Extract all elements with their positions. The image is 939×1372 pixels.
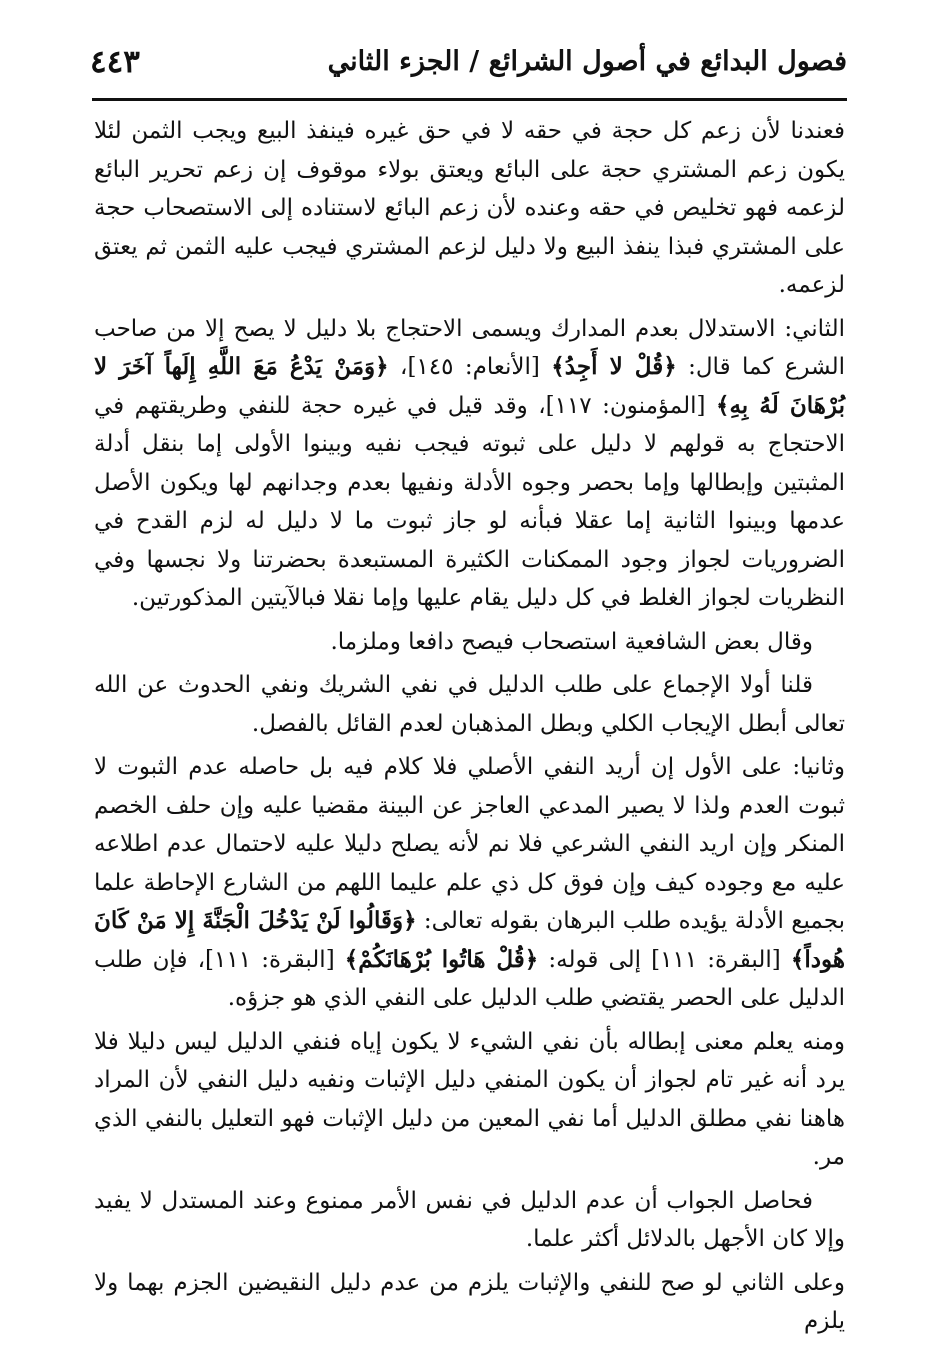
paragraph [94, 112, 845, 305]
text-run: وقال بعض الشافعية استصحاب فيصح دافعا وملزما. [330, 628, 813, 655]
text-run: [المؤمنون: ١١٧]، وقد قيل في غيره حجة للنفي وطريقتهم في الاحتجاج به قولهم لا دليل على ثبوته فيجب نفيه وبينوا الأولى إما بنقل أدلة المثبتين وإبطالها وإما بحصر وجوه الأدلة ونفيها بعدم وجدانهم لها ويكون الأصل عدمها وبينوا الثانية إما عقلا فبأنه لو جاز ثبوت ما لا دليل له لزم القدح في الضروريات لجواز وجود الممكنات الكثيرة المستبعدة بحضرتنا ولا نجسها وفي النظريات لجواز الغلط في كل دليل يقام عليها وإما نقلا فبالآيتين المذكورتين. [94, 392, 845, 611]
text-run: [البقرة: ١١١] إلى قوله: [538, 946, 791, 973]
quran-quote: ﴿قُلْ لا أَجِدُ﴾ [551, 353, 677, 380]
text-run: الثاني: الاستدلال بعدم المدارك ويسمى الاحتجاج بلا دليل لا يصح إلا من صاحب الشرع كما قال: [94, 315, 845, 380]
text-run: فعندنا لأن زعم كل حجة في حقه لا في حق غيره فينفذ البيع ويجب الثمن لئلا يكون زعم المشتري حجة على البائع ويعتق بولاء موقوف إن زعم تحرير البائع لزعمه فهو تخليص في حقه وعنده لأن زعم البائع لاستناده إلى الاستصحاب حجة على المشتري فبذا ينفذ البيع ولا دليل لزعم المشتري فيجب عليه الثمن ثم يعتق لزعمه. [94, 118, 845, 298]
quran-quote: ﴿قُلْ هَاتُوا بُرْهَانَكُمْ﴾ [344, 945, 539, 973]
quran-quote: ﴿وَمَنْ يَدْعُ مَعَ اللَّهِ إِلَهاً آخَرَ لا بُرْهَانَ لَهُ بِهِ﴾ [94, 353, 845, 419]
paragraph [94, 1023, 845, 1177]
text-run: وثانيا: على الأول إن أريد النفي الأصلي فلا كلام فيه بل حاصله عدم الثبوت لا ثبوت العدم ولذا لا يصير المدعي العاجز عن البينة مقضيا عليه وإن حلف الخصم المنكر وإن اريد النفي الشرعي فلا نم لأنه يصلح دليلا عليه لاحتمال عدم اطلاعه عليه مع وجوده كيف وإن فوق كل ذي علم عليما اللهم من الشارع الإحاطة علما بجميع الأدلة يؤيده طلب البرهان بقوله تعالى: [94, 754, 845, 934]
text-run: ومنه يعلم معنى إبطاله بأن نفي الشيء لا يكون إياه فنفي الدليل ليس دليلا فلا يرد أنه غير تام لجواز أن يكون المنفي دليل الإثبات ونفيه دليل النفي لأن المراد هاهنا نفي مطلق الدليل أما نفي المعين من دليل الإثبات فهو التعليل بالنفي الذي مر. [94, 1028, 845, 1170]
quran-quote: ﴿وَقَالُوا لَنْ يَدْخُلَ الْجَنَّةَ إِلا مَنْ كَانَ هُوداً﴾ [94, 907, 845, 973]
paragraph [94, 1182, 845, 1259]
page-body [94, 112, 845, 1372]
text-run: [الأنعام: ١٤٥]، [388, 354, 552, 380]
text-run: وعلى الثاني لو صح للنفي والإثبات يلزم من عدم دليل النقيضين الجزم بهما ولا يلزم [94, 1269, 845, 1334]
paragraph [94, 1264, 845, 1341]
paragraph [94, 666, 845, 743]
header-divider [92, 98, 847, 101]
page-number: ٤٤٣ [90, 44, 140, 80]
book-title: فصول البدائع في أصول الشرائع / الجزء الثاني [327, 46, 847, 77]
running-header [90, 40, 847, 96]
paragraph [94, 310, 845, 618]
text-run: فحاصل الجواب أن عدم الدليل في نفس الأمر ممنوع وعند المستدل لا يفيد وإلا كان الأجهل بالدلائل أكثر علما. [94, 1187, 845, 1252]
text-run: [البقرة: ١١١]، فإن طلب الدليل على الحصر يقتضي طلب الدليل على النفي الذي هو جزؤه. [94, 946, 845, 1011]
paragraph [94, 623, 845, 662]
text-run: قلنا أولا الإجماع على طلب الدليل في نفي الشريك ونفي الحدوث عن الله تعالى أبطل الإيجاب الكلي وبطل المذهبان لعدم القائل بالفصل. [94, 672, 845, 737]
paragraph [94, 748, 845, 1018]
